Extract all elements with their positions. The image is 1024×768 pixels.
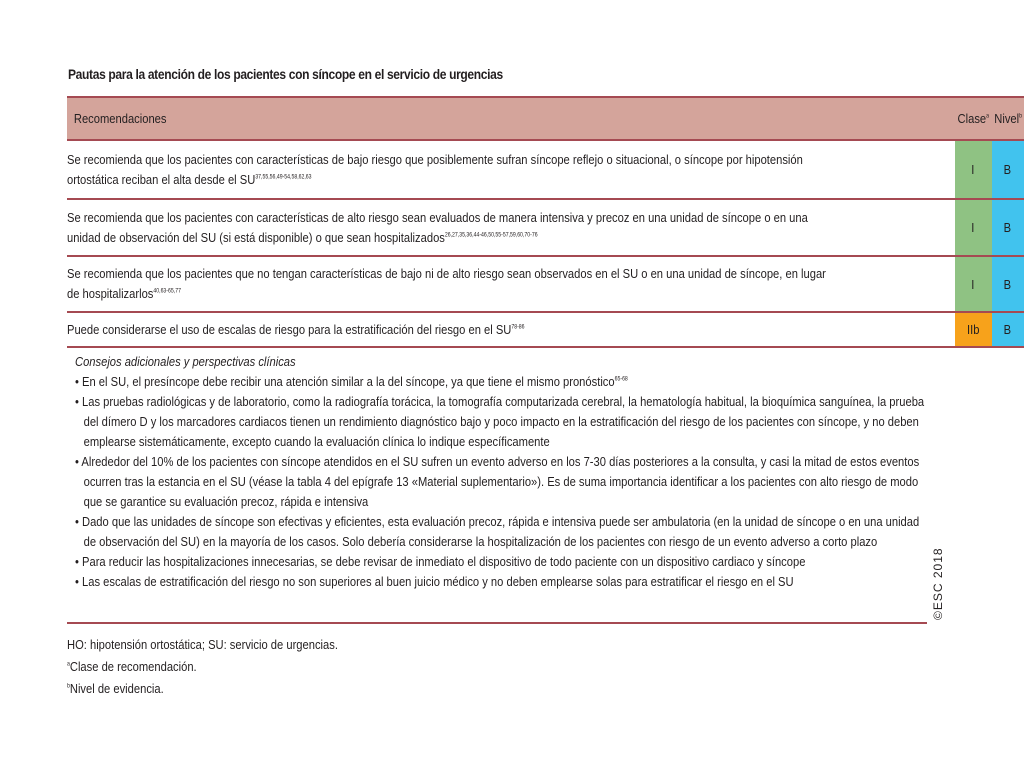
level-cell: B <box>992 312 1024 347</box>
recommendations-table <box>67 96 1024 348</box>
recommendation-text: Puede considerarse el uso de escalas de riesgo para la estratificación del riesgo en el SU$^{78-86}$ <box>67 312 955 347</box>
level-cell: B <box>992 140 1024 199</box>
recommendation-text: Se recomienda que los pacientes que no tengan características de bajo ni de alto riesgo sean observados en el SU o en una unidad de síncope, en lugar de hospitalizarlos$^{40,63-65,77}$ <box>67 256 955 312</box>
class-cell: I <box>955 256 992 312</box>
level-cell: B <box>992 256 1024 312</box>
class-cell: IIb <box>955 312 992 347</box>
advice-bullet: • Para reducir las hospitalizaciones innecesarias, se debe revisar de inmediato el dispositivo de todo paciente con un dispositivo cardiaco y síncope <box>75 554 806 569</box>
advice-bullet: • Las pruebas radiológicas y de laboratorio, como la radiografía torácica, la tomografía computarizada cerebral, la hematología habitual, la bioquímica sanguínea, la prueba del dímero D y los marcadores cardiacos tienen un rendimiento diagnóstico bajo y poco impacto en la estratificación del riesgo de los pacientes con síncope, y no deben emplearse sistemáticamente, excepto cuando la evaluación clínica lo indique específicamente <box>75 394 925 449</box>
table-footnotes <box>67 634 382 700</box>
advice-bullet: • En el SU, el presíncope debe recibir una atención similar a la del síncope, ya que tiene el mismo pronóstico$^{65-68}$ <box>75 374 628 389</box>
advice-title: Consejos adicionales y perspectivas clínicas <box>75 354 296 369</box>
footnote-a: $^a$Clase de recomendación. <box>67 659 197 674</box>
class-cell: I <box>955 140 992 199</box>
recommendation-text: Se recomienda que los pacientes con características de bajo riesgo que posiblemente sufran síncope reflejo o situacional, o síncope por hipotensión ortostática reciban el alta desde el SU$^{37,55,56,49-54,58,62,63}$ <box>67 140 955 199</box>
advice-bullet: • Las escalas de estratificación del riesgo no son superiores al buen juicio médico y no deben emplearse solas para estratificar el riesgo en el SU <box>75 574 794 589</box>
advice-bullet: • Alrededor del 10% de los pacientes con síncope atendidos en el SU sufren un evento adverso en los 7-30 días posteriores a la consulta, y casi la mitad de estos eventos ocurren tras la estancia en el SU (véase la tabla 4 del epígrafe 13 «Material suplementario»). Es de suma importancia identificar a los pacientes con alto riesgo de modo que se garantice su evaluación precoz, rápida e intensiva <box>75 454 920 509</box>
table-title: Pautas para la atención de los pacientes con síncope en el servicio de urgencias <box>68 66 503 82</box>
table-row <box>67 140 1024 199</box>
copyright-notice: ©ESC 2018 <box>931 547 945 620</box>
header-level: Nivel$^b$ <box>992 97 1024 140</box>
table-header-row <box>67 97 1024 140</box>
header-recommendations: Recomendaciones <box>67 97 955 140</box>
clinical-advice-section <box>67 348 927 624</box>
class-cell: I <box>955 199 992 256</box>
abbreviations-note: HO: hipotensión ortostática; SU: servicio de urgencias. <box>67 637 338 652</box>
recommendation-text: Se recomienda que los pacientes con características de alto riesgo sean evaluados de manera intensiva y precoz en una unidad de síncope o en una unidad de observación del SU (si está disponible) o que sean hospitalizados$^{26,27,35,36,44-46,50,55-57,59,60,70-76}$ <box>67 199 955 256</box>
footnote-b: $^b$Nivel de evidencia. <box>67 681 164 696</box>
table-row <box>67 199 1024 256</box>
header-class: Clase$^a$ <box>955 97 992 140</box>
level-cell: B <box>992 199 1024 256</box>
table-row <box>67 312 1024 347</box>
advice-bullet: • Dado que las unidades de síncope son efectivas y eficientes, esta evaluación precoz, rápida e intensiva puede ser ambulatoria (en la unidad de síncope o en una unidad de observación del SU) en la mayoría de los casos. Solo debería considerarse la hospitalización de los pacientes con riesgo de un evento adverso a corto plazo <box>75 514 920 549</box>
table-row <box>67 256 1024 312</box>
